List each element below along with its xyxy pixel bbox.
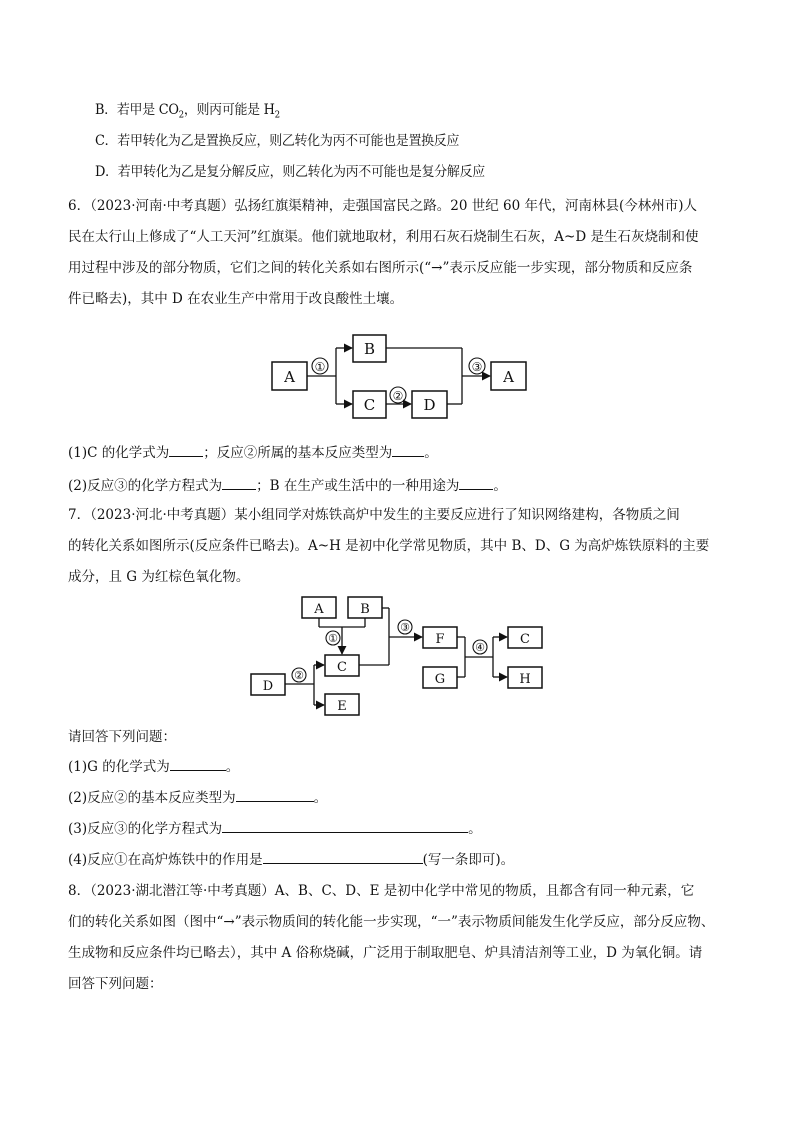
q7-label-d: D xyxy=(262,679,274,694)
q5-option-b: B．若甲是 $CO_2$，则丙可能是 $H_2$ xyxy=(95,102,280,121)
q7-reaction-2-label: ② xyxy=(294,669,304,682)
q5-option-c: C．若甲转化为乙是置换反应，则乙转化为丙不可能也是置换反应 xyxy=(95,133,460,149)
q7-conversion-diagram xyxy=(248,592,558,722)
q6-stem-line-2: 民在太行山上修成了“人工天河”红旗渠。他们就地取材，利用石灰石烧制生石灰，A~D 是生石灰烧制和使 xyxy=(68,229,699,245)
answer-blank[interactable] xyxy=(459,476,493,490)
q5-option-d: D．若甲转化为乙是复分解反应，则乙转化为丙不可能也是复分解反应 xyxy=(95,164,485,180)
answer-blank[interactable] xyxy=(222,819,468,833)
q6-reaction-3-label: ③ xyxy=(471,360,483,374)
q7-stem-line-1: 7．（2023·河北·中考真题）某小组同学对炼铁高炉中发生的主要反应进行了知识网络建构，各物质之间 xyxy=(68,507,680,523)
q7-label-h: H xyxy=(519,672,531,687)
q7-label-g: G xyxy=(434,672,446,687)
q7-subquestion-4: (4)反应①在高炉炼铁中的作用是 (写一条即可)。 xyxy=(68,852,515,868)
q8-stem-line-4: 回答下列问题： xyxy=(68,976,163,992)
q6-label-b: B xyxy=(363,340,376,358)
q6-reaction-1-label: ① xyxy=(314,360,326,374)
q6-label-d: D xyxy=(423,396,436,414)
answer-blank[interactable] xyxy=(222,476,256,490)
q6-stem-line-1: 6．（2023·河南·中考真题）弘扬红旗渠精神，走强国富民之路。20 世纪 60 年代，河南林县(今林州市)人 xyxy=(68,198,698,214)
q7-reaction-4-label: ④ xyxy=(475,641,485,654)
q7-label-e: E xyxy=(337,699,347,714)
q7-prompt: 请回答下列问题： xyxy=(68,729,176,745)
q7-reaction-3-label: ③ xyxy=(400,621,410,634)
answer-blank[interactable] xyxy=(170,757,226,771)
q6-subquestion-2: (2)反应③的化学方程式为 ；B 在生产或生活中的一种用途为 。 xyxy=(68,478,507,494)
q7-label-f: F xyxy=(435,632,445,647)
q7-label-a: A xyxy=(314,602,324,617)
q7-subquestion-3: (3)反应③的化学方程式为 。 xyxy=(68,821,482,837)
q6-subquestion-1: (1)C 的化学式为 ；反应②所属的基本反应类型为 。 xyxy=(68,445,438,461)
q6-reaction-2-label: ② xyxy=(392,389,404,403)
q6-conversion-diagram xyxy=(260,330,540,420)
q8-stem-line-3: 生成物和反应条件均已略去），其中 A 俗称烧碱，广泛用于制取肥皂、炉具清洁剂等工业，D 为氧化铜。请 xyxy=(68,945,703,961)
answer-blank[interactable] xyxy=(236,788,314,802)
q8-stem-line-1: 8．（2023·湖北潜江等·中考真题）A、B、C、D、E 是初中化学中常见的物质，且都含有同一种元素，它 xyxy=(68,883,695,899)
q7-stem-line-2: 的转化关系如图所示(反应条件已略去)。A~H 是初中化学常见物质，其中 B、D、G 为高炉炼铁原料的主要 xyxy=(68,538,710,554)
q6-label-a-right: A xyxy=(503,368,514,386)
q7-stem-line-3: 成分，且 G 为红棕色氧化物。 xyxy=(68,569,250,585)
q7-label-c-right: C xyxy=(520,632,530,647)
q8-stem-line-2: 们的转化关系如图（图中“→”表示物质间的转化能一步实现，“一”表示物质间能发生化学反应，部分反应物、 xyxy=(68,914,715,930)
q7-subquestion-1: (1)G 的化学式为 。 xyxy=(68,759,240,775)
answer-blank[interactable] xyxy=(169,443,203,457)
q6-stem-line-3: 用过程中涉及的部分物质，它们之间的转化关系如右图所示(“→”表示反应能一步实现，部分物质和反应条 xyxy=(68,260,693,276)
q7-label-b: B xyxy=(360,602,370,617)
q7-reaction-1-label: ① xyxy=(328,632,338,645)
q7-subquestion-2: (2)反应②的基本反应类型为 。 xyxy=(68,790,328,806)
answer-blank[interactable] xyxy=(263,850,423,864)
answer-blank[interactable] xyxy=(392,443,424,457)
q6-stem-line-4: 件已略去)，其中 D 在农业生产中常用于改良酸性土壤。 xyxy=(68,291,404,307)
q6-label-a-left: A xyxy=(284,368,295,386)
q7-label-c-middle: C xyxy=(337,660,347,675)
q6-label-c: C xyxy=(363,396,376,414)
